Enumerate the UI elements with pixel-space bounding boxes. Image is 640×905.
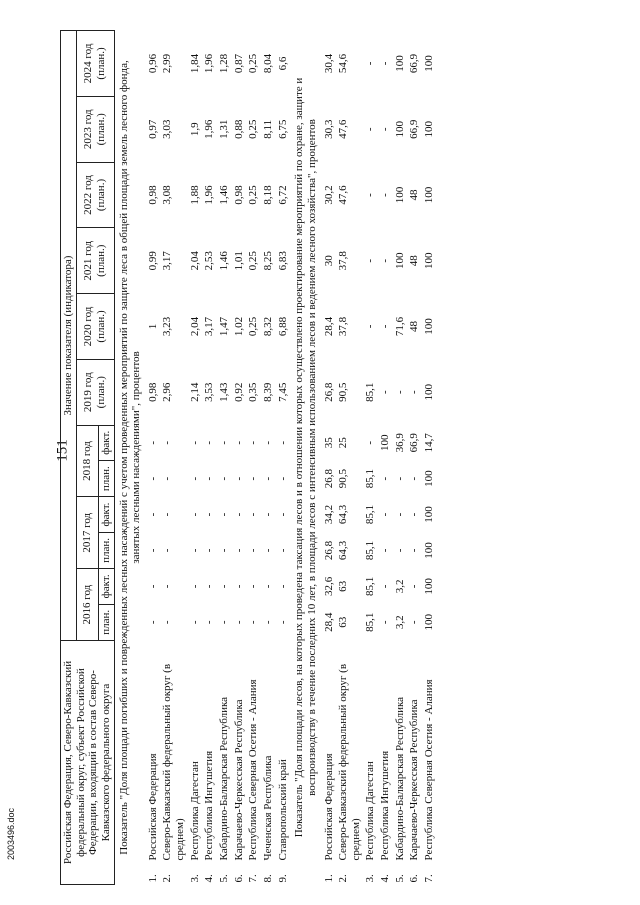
value-cell: -: [232, 440, 245, 445]
row-number: 7.: [247, 874, 260, 883]
header-region-column: Российская Федерация, Северо-Кавказский федеральный округ, субъект Российской Федерации, входящий в состав Северо-Кавказского федерального округа: [61, 641, 115, 885]
value-cell: 2,14: [188, 382, 201, 402]
value-cell: 66,9: [408, 119, 421, 139]
value-cell: 1,88: [188, 185, 201, 205]
value-cell: 100: [393, 252, 406, 269]
table-row: [393, 31, 408, 885]
value-cell: -: [379, 61, 392, 66]
value-cell: 100: [423, 614, 436, 631]
value-cell: 85,1: [364, 540, 377, 561]
value-cell: 100: [423, 383, 436, 401]
table-row: [146, 31, 161, 885]
table-row: [363, 31, 378, 885]
page-number: 151: [54, 439, 71, 462]
value-cell: 0,25: [247, 53, 260, 74]
value-cell: 3,17: [203, 316, 216, 337]
value-cell: 28,4: [322, 612, 335, 632]
row-number: 5.: [393, 874, 406, 883]
header-year: 2017 год: [76, 497, 98, 569]
value-cell: 0,88: [232, 119, 245, 139]
region-name: Северо-Кавказский федеральный округ (в среднем): [337, 663, 362, 861]
value-cell: 1,9: [188, 122, 201, 137]
value-cell: 3,17: [161, 251, 174, 271]
table-row: [188, 31, 203, 885]
table-row: [378, 31, 393, 885]
value-cell: 1,96: [203, 185, 216, 205]
section-title-row: [114, 31, 146, 885]
header-year: 2020 год (план.): [76, 294, 114, 360]
value-cell: 0,98: [146, 185, 159, 205]
value-cell: 3,03: [161, 119, 174, 139]
header-year: 2016 год: [76, 569, 98, 641]
value-cell: 71,6: [393, 316, 406, 337]
table-row: [336, 31, 363, 885]
value-cell: -: [161, 440, 174, 445]
value-cell: -: [218, 620, 231, 625]
value-cell: -: [188, 476, 201, 481]
value-cell: 30,2: [322, 185, 335, 205]
region-name: Республика Ингушетия: [203, 750, 216, 861]
region-name: Республика Северная Осетия - Алания: [423, 679, 436, 861]
value-cell: -: [408, 548, 421, 553]
table-row: [217, 31, 232, 885]
value-cell: 26,8: [322, 540, 335, 561]
value-cell: 85,1: [364, 612, 377, 632]
value-cell: -: [379, 127, 392, 132]
region-name: Северо-Кавказский федеральный округ (в среднем): [161, 663, 187, 861]
value-cell: 1,01: [232, 251, 245, 271]
table-row: [160, 31, 187, 885]
value-cell: -: [261, 512, 274, 517]
value-cell: -: [203, 548, 216, 553]
value-cell: 2,04: [188, 251, 201, 271]
value-cell: 0,96: [146, 53, 159, 74]
value-cell: 100: [393, 55, 406, 72]
value-cell: -: [261, 476, 274, 481]
value-cell: -: [364, 127, 377, 132]
header-year: 2023 год (план.): [76, 96, 114, 162]
table-row: [407, 31, 422, 885]
header-indicator-group: Значение показателя (индикатора): [61, 31, 77, 641]
value-cell: -: [379, 324, 392, 329]
value-cell: -: [408, 476, 421, 481]
value-cell: -: [261, 548, 274, 553]
row-number: 3.: [188, 874, 201, 883]
header-fact: факт.: [98, 497, 114, 532]
section-title: Показатель "Доля площади погибших и поврежденных лесных насаждений с учетом проведенных мероприятий по защите леса в общей площади земель лесного фонда, занятых лесными насаждениями", процентов: [117, 60, 143, 855]
value-cell: 32,6: [322, 576, 335, 596]
value-cell: 8,32: [261, 316, 274, 337]
header-year: 2019 год (план.): [76, 359, 114, 425]
value-cell: 64,3: [337, 504, 350, 525]
value-cell: 0,25: [247, 119, 260, 139]
value-cell: -: [408, 584, 421, 589]
value-cell: -: [146, 584, 159, 589]
value-cell: 0,25: [247, 251, 260, 271]
region-name: Карачаево-Черкесская Республика: [408, 699, 421, 861]
value-cell: -: [379, 193, 392, 197]
value-cell: -: [261, 620, 274, 625]
rotated-table-container: [60, 30, 615, 885]
value-cell: 85,1: [364, 469, 377, 489]
value-cell: -: [276, 512, 289, 517]
value-cell: 7,45: [276, 382, 289, 402]
value-cell: -: [232, 512, 245, 517]
row-number: 9.: [276, 874, 289, 883]
header-fact: факт.: [98, 569, 114, 604]
value-cell: -: [146, 476, 159, 481]
region-name: Российская Федерация: [322, 753, 335, 861]
value-cell: 1,02: [232, 316, 245, 337]
value-cell: 47,6: [337, 185, 350, 205]
value-cell: -: [261, 440, 274, 445]
value-cell: 100: [423, 506, 436, 523]
value-cell: 0,35: [247, 382, 260, 402]
value-cell: 1,84: [188, 53, 201, 74]
table-row: [322, 31, 337, 885]
value-cell: 37,8: [337, 316, 350, 337]
value-cell: -: [203, 584, 216, 589]
value-cell: -: [247, 476, 260, 481]
value-cell: 66,9: [408, 433, 421, 453]
row-number: 1.: [322, 874, 335, 883]
value-cell: 2,96: [161, 382, 174, 402]
value-cell: 1,43: [218, 382, 231, 402]
value-cell: -: [161, 548, 174, 553]
value-cell: -: [364, 440, 377, 445]
value-cell: -: [218, 440, 231, 445]
header-year: 2024 год (план.): [76, 31, 114, 97]
value-cell: -: [276, 584, 289, 589]
value-cell: 3,2: [393, 615, 406, 630]
value-cell: -: [379, 584, 392, 589]
value-cell: 25: [337, 437, 350, 449]
value-cell: -: [393, 512, 406, 517]
value-cell: 8,04: [261, 53, 274, 74]
row-number: 3.: [364, 874, 377, 883]
value-cell: -: [393, 476, 406, 481]
region-name: Кабардино-Балкарская Республика: [393, 696, 406, 861]
value-cell: -: [393, 390, 406, 395]
table-row: [276, 31, 291, 885]
value-cell: -: [146, 548, 159, 553]
value-cell: 6,75: [276, 119, 289, 139]
value-cell: -: [203, 620, 216, 625]
value-cell: 54,6: [337, 53, 350, 74]
row-number: 7.: [423, 874, 436, 883]
value-cell: -: [247, 512, 260, 517]
value-cell: 1,46: [218, 251, 231, 271]
value-cell: 66,9: [408, 53, 421, 74]
value-cell: 30,3: [322, 119, 335, 139]
value-cell: 90,5: [337, 469, 350, 489]
value-cell: 28,4: [322, 316, 335, 337]
region-name: Республика Северная Осетия - Алания: [247, 679, 260, 861]
value-cell: 2,04: [188, 316, 201, 337]
value-cell: 48: [408, 189, 421, 201]
value-cell: -: [247, 620, 260, 625]
section-title: Показатель "Доля площади лесов, на которых проведена таксация лесов и в отношении которых осуществлено проектирование мероприятий по охране, защите и воспроизводству в течение последних 10 лет, в площади лесов с интенсивным использованием лесов и ведением лесного хозяйства", процентов: [293, 77, 318, 838]
value-cell: 100: [423, 252, 436, 269]
value-cell: 100: [393, 186, 406, 204]
value-cell: 30,4: [322, 53, 335, 74]
value-cell: 3,23: [161, 316, 174, 337]
value-cell: -: [218, 548, 231, 553]
value-cell: 2,53: [203, 251, 216, 271]
value-cell: -: [393, 548, 406, 553]
value-cell: -: [408, 512, 421, 517]
value-cell: 3,53: [203, 382, 216, 402]
value-cell: -: [247, 440, 260, 445]
row-number: 2.: [161, 874, 174, 883]
value-cell: -: [276, 440, 289, 445]
value-cell: 1,28: [218, 53, 231, 74]
value-cell: 2,99: [161, 53, 174, 74]
value-cell: -: [188, 548, 201, 553]
value-cell: 63: [337, 580, 350, 592]
value-cell: 64,3: [337, 540, 350, 561]
table-row: [246, 31, 261, 885]
region-name: Республика Дагестан: [188, 761, 201, 861]
value-cell: -: [276, 620, 289, 625]
header-fact: факт.: [98, 425, 114, 460]
value-cell: 0,97: [146, 119, 159, 139]
region-name: Чеченская Республика: [261, 755, 274, 861]
value-cell: 0,87: [232, 53, 245, 74]
value-cell: -: [276, 548, 289, 553]
row-number: 4.: [203, 874, 216, 883]
table-row: [422, 31, 437, 885]
value-cell: 1,96: [203, 119, 216, 139]
value-cell: -: [408, 620, 421, 625]
value-cell: -: [247, 548, 260, 553]
value-cell: 35: [322, 437, 335, 449]
value-cell: 48: [408, 320, 421, 332]
value-cell: 30: [322, 255, 335, 267]
value-cell: 6,83: [276, 251, 289, 271]
value-cell: -: [232, 476, 245, 481]
value-cell: -: [188, 440, 201, 445]
value-cell: -: [232, 548, 245, 553]
value-cell: -: [379, 476, 392, 481]
region-name: Российская Федерация: [146, 753, 159, 861]
region-name: Республика Дагестан: [364, 761, 377, 861]
header-plan: план.: [98, 532, 114, 568]
value-cell: 0,92: [232, 382, 245, 402]
value-cell: -: [161, 476, 174, 481]
value-cell: 100: [423, 121, 436, 138]
value-cell: -: [161, 584, 174, 589]
value-cell: 36,9: [393, 433, 406, 453]
value-cell: 0,99: [146, 251, 159, 271]
value-cell: 1: [146, 323, 159, 330]
header-year: 2018 год: [76, 425, 98, 497]
header-year: 2021 год (план.): [76, 228, 114, 294]
value-cell: -: [261, 584, 274, 589]
value-cell: -: [188, 512, 201, 517]
value-cell: 100: [423, 542, 436, 559]
value-cell: -: [408, 390, 421, 395]
value-cell: -: [161, 620, 174, 625]
value-cell: 90,5: [337, 382, 350, 402]
row-number: 6.: [232, 874, 245, 883]
value-cell: 100: [423, 55, 436, 72]
header-plan: план.: [98, 460, 114, 496]
value-cell: 1,31: [218, 119, 231, 139]
value-cell: 100: [379, 434, 392, 451]
value-cell: 100: [423, 186, 436, 204]
value-cell: -: [146, 512, 159, 517]
value-cell: -: [379, 620, 392, 625]
value-cell: 100: [423, 578, 436, 595]
value-cell: 85,1: [364, 576, 377, 596]
value-cell: 0,98: [146, 382, 159, 402]
value-cell: 6,72: [276, 185, 289, 205]
table-row: [261, 31, 276, 885]
row-number: 2.: [337, 874, 350, 883]
region-name: Карачаево-Черкесская Республика: [232, 699, 245, 861]
value-cell: 100: [423, 318, 436, 335]
value-cell: -: [203, 476, 216, 481]
value-cell: -: [364, 61, 377, 66]
row-number: 4.: [379, 874, 392, 883]
value-cell: 85,1: [364, 504, 377, 525]
value-cell: 100: [393, 121, 406, 138]
value-cell: 6,6: [276, 56, 289, 71]
value-cell: 0,25: [247, 185, 260, 205]
table-row: [232, 31, 247, 885]
footer-filename: 2003496.doc: [6, 807, 16, 860]
value-cell: 0,98: [232, 185, 245, 205]
value-cell: -: [218, 584, 231, 589]
row-number: 1.: [146, 874, 159, 883]
value-cell: -: [188, 620, 201, 625]
value-cell: 3,2: [393, 579, 406, 594]
value-cell: 8,25: [261, 251, 274, 271]
value-cell: 8,18: [261, 185, 274, 205]
value-cell: -: [379, 258, 392, 263]
value-cell: -: [379, 390, 392, 395]
value-cell: 1,47: [218, 316, 231, 337]
value-cell: -: [364, 193, 377, 197]
header-year: 2022 год (план.): [76, 162, 114, 228]
value-cell: -: [146, 440, 159, 445]
value-cell: 26,8: [322, 469, 335, 489]
value-cell: 26,8: [322, 382, 335, 402]
value-cell: -: [276, 476, 289, 481]
value-cell: 47,6: [337, 119, 350, 139]
section-title-row: [290, 31, 321, 885]
indicator-table: [60, 30, 437, 885]
region-name: Республика Ингушетия: [379, 750, 392, 861]
value-cell: 1,96: [203, 53, 216, 74]
value-cell: 63: [337, 616, 350, 628]
value-cell: 100: [423, 470, 436, 487]
header-plan: план.: [98, 604, 114, 640]
value-cell: 85,1: [364, 382, 377, 402]
table-body: [114, 31, 437, 885]
value-cell: 8,11: [261, 119, 274, 139]
region-name: Кабардино-Балкарская Республика: [218, 696, 231, 861]
value-cell: -: [203, 512, 216, 517]
value-cell: 14,7: [423, 433, 436, 453]
value-cell: 6,88: [276, 316, 289, 337]
value-cell: -: [161, 512, 174, 517]
value-cell: -: [203, 440, 216, 445]
value-cell: 1,46: [218, 185, 231, 205]
row-number: 6.: [408, 874, 421, 883]
value-cell: -: [232, 584, 245, 589]
value-cell: 0,25: [247, 316, 260, 337]
value-cell: 3,08: [161, 185, 174, 205]
row-number: 8.: [261, 874, 274, 883]
value-cell: -: [218, 512, 231, 517]
row-number: 5.: [218, 874, 231, 883]
value-cell: -: [146, 620, 159, 625]
value-cell: 34,2: [322, 504, 335, 525]
value-cell: -: [218, 476, 231, 481]
value-cell: -: [247, 584, 260, 589]
value-cell: -: [379, 512, 392, 517]
value-cell: -: [188, 584, 201, 589]
region-name: Ставропольский край: [276, 759, 289, 861]
value-cell: 37,8: [337, 251, 350, 271]
value-cell: -: [364, 258, 377, 263]
value-cell: -: [364, 324, 377, 329]
value-cell: 8,39: [261, 382, 274, 402]
value-cell: -: [379, 548, 392, 553]
table-row: [202, 31, 217, 885]
value-cell: 48: [408, 255, 421, 267]
value-cell: -: [232, 620, 245, 625]
